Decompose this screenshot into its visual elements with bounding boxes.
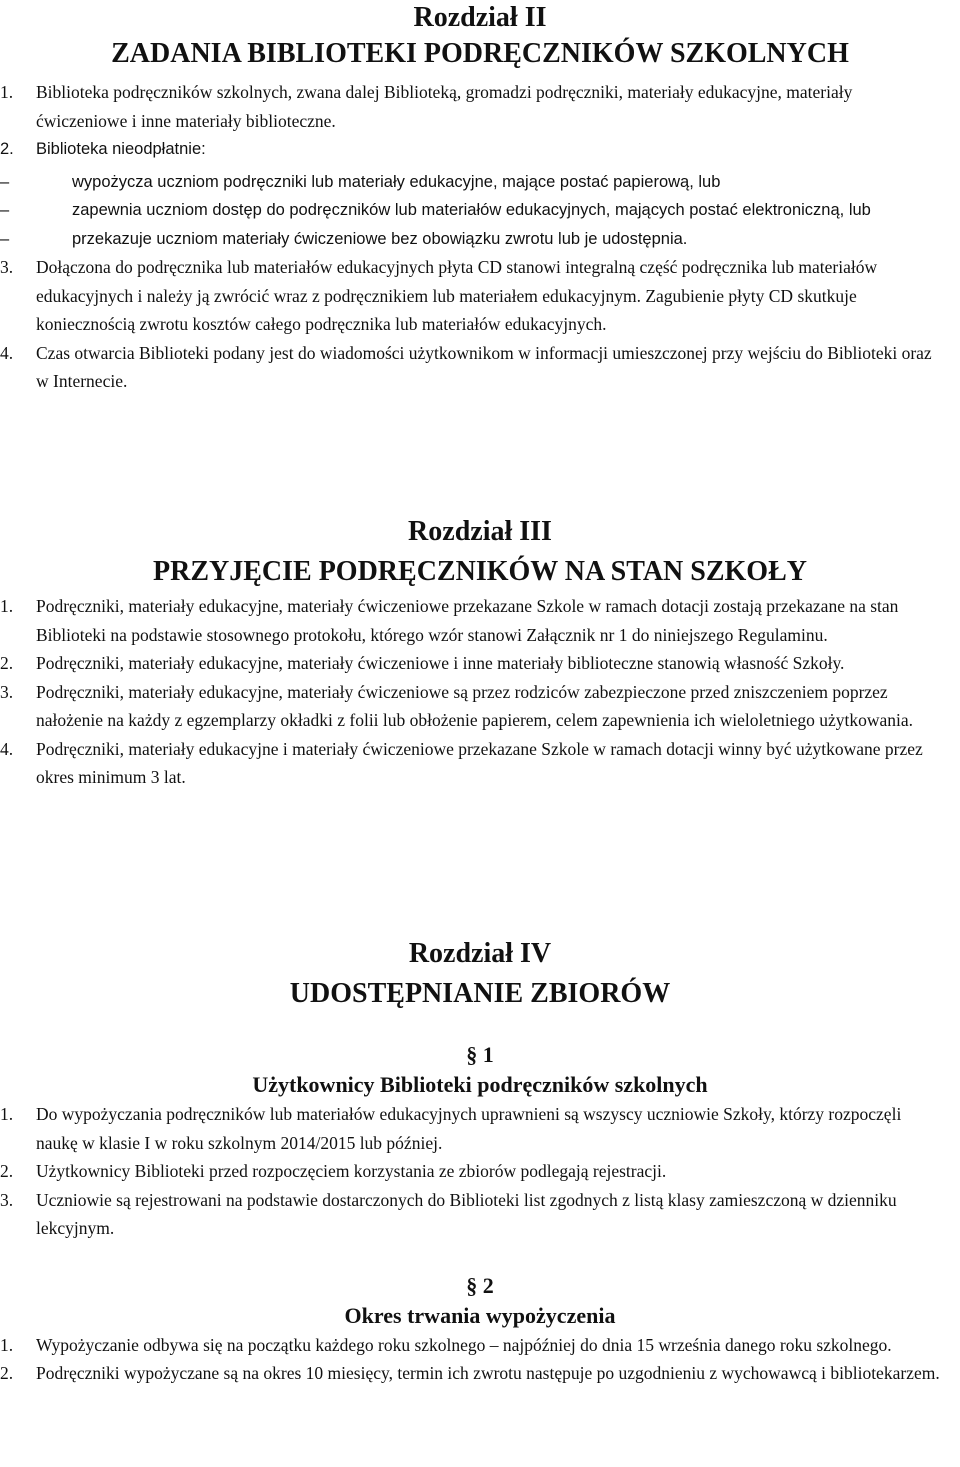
- item-number: 2.: [0, 1161, 14, 1181]
- item-text: Biblioteka podręczników szkolnych, zwana dalej Biblioteką, gromadzi podręczniki, materiały edukacyjne, materiały ćwiczeniowe i inne materiały biblioteczne.: [36, 82, 853, 131]
- list-item: [0, 253, 946, 339]
- item-text: Dołączona do podręcznika lub materiałów edukacyjnych płyta CD stanowi integralną część podręcznika lub materiałów edukacyjnych i należy ją zwrócić wraz z podręcznikiem lub materiałem edukacyjnym. Zagubienie płyty CD skutkuje koniecznością zwrotu kosztów całego podręcznika lub materiałów edukacyjnych.: [36, 257, 878, 334]
- bullet-text: zapewnia uczniom dostęp do podręczników lub materiałów edukacyjnych, mających postać elektroniczną, lub: [72, 201, 871, 219]
- bullet-item: [0, 196, 946, 225]
- dash-marker: –: [0, 172, 10, 191]
- chapter-subtitle: PRZYJĘCIE PODRĘCZNIKÓW NA STAN SZKOŁY: [153, 556, 807, 587]
- list-item: [0, 649, 946, 678]
- item-number: 2.: [0, 140, 14, 158]
- item-number: 4.: [0, 342, 14, 363]
- dash-marker: –: [0, 229, 10, 248]
- chapter-subtitle: ZADANIA BIBLIOTEKI PODRĘCZNIKÓW SZKOLNYCH: [111, 38, 849, 69]
- section-title: Okres trwania wypożyczenia: [344, 1302, 616, 1328]
- bullet-text: wypożycza uczniom podręczniki lub materiały edukacyjne, mające postać papierową, lub: [72, 172, 721, 191]
- item-number: 1.: [0, 1104, 14, 1124]
- section-title: Użytkownicy Biblioteki podręczników szkolnych: [252, 1072, 708, 1097]
- item-number: 1.: [0, 1334, 14, 1355]
- item-text: Czas otwarcia Biblioteki podany jest do wiadomości użytkownikom w informacji umieszczonej przy wejściu do Biblioteki oraz w Internecie.: [36, 342, 932, 391]
- chapter-2: [0, 0, 960, 396]
- section-number: § 2: [466, 1272, 494, 1298]
- list-item: [0, 339, 946, 396]
- list-item: [0, 1331, 946, 1360]
- chapter-subtitle: UDOSTĘPNIANIE ZBIORÓW: [289, 978, 671, 1009]
- item-number: 1.: [0, 596, 14, 616]
- item-number: 1.: [0, 82, 14, 102]
- dash-marker: –: [0, 201, 10, 219]
- item-text: Podręczniki wypożyczane są na okres 10 miesięcy, termin ich zwrotu następuje po uzgodnieniu z wychowawcą i bibliotekarzem.: [36, 1363, 940, 1383]
- chapter-title: Rozdział III: [408, 516, 552, 547]
- chapter-3: [0, 512, 960, 792]
- bullet-item: [0, 225, 946, 254]
- list-item: [0, 592, 946, 649]
- item-number: 3.: [0, 1189, 14, 1210]
- item-number: 2.: [0, 1363, 14, 1383]
- chapter-title: Rozdział II: [413, 2, 547, 33]
- item-text: Podręczniki, materiały edukacyjne, materiały ćwiczeniowe są przez rodziców zabezpieczone przed zniszczeniem poprzez nałożenie na każdy z egzemplarzy okładki z folii lub obłożenie papierem, celem zapewnienia ich wieloletniego użytkowania.: [36, 681, 914, 730]
- list-item: [0, 1157, 946, 1186]
- item-text: Podręczniki, materiały edukacyjne, materiały ćwiczeniowe przekazane Szkole w ramach dotacji zostają przekazane na stan Biblioteki na podstawie stosownego protokołu, którego wzór stanowi Załącznik nr 1 do niniejszego Regulaminu.: [36, 596, 899, 645]
- list-item: [0, 735, 946, 792]
- item-text: Podręczniki, materiały edukacyjne i materiały ćwiczeniowe przekazane Szkole w ramach dotacji winny być użytkowane przez okres minimum 3 lat.: [36, 738, 923, 787]
- chapter-4: [0, 934, 960, 1388]
- item-text: Uczniowie są rejestrowani na podstawie dostarczonych do Biblioteki list zgodnych z listą klasy zamieszczoną w dzienniku lekcyjnym.: [36, 1189, 897, 1238]
- list-item: [0, 1359, 946, 1388]
- item-number: 3.: [0, 257, 14, 277]
- chapter-title: Rozdział IV: [408, 938, 552, 969]
- item-text: Użytkownicy Biblioteki przed rozpoczęciem korzystania ze zbiorów podlegają rejestracji.: [36, 1161, 667, 1181]
- bullet-item: [0, 168, 946, 197]
- list-item: [0, 135, 946, 164]
- item-text: Do wypożyczania podręczników lub materiałów edukacyjnych uprawnieni są wszyscy uczniowie Szkoły, którzy rozpoczęli naukę w klasie I w roku szkolnym 2014/2015 lub później.: [36, 1104, 902, 1153]
- list-item: [0, 1100, 946, 1157]
- item-text: Biblioteka nieodpłatnie:: [36, 140, 206, 158]
- list-item: [0, 678, 946, 735]
- list-item: [0, 1186, 946, 1243]
- item-number: 4.: [0, 738, 14, 759]
- list-item: [0, 78, 946, 135]
- item-text: Podręczniki, materiały edukacyjne, materiały ćwiczeniowe i inne materiały biblioteczne stanowią własność Szkoły.: [36, 653, 845, 673]
- item-number: 2.: [0, 653, 14, 673]
- bullet-text: przekazuje uczniom materiały ćwiczeniowe bez obowiązku zwrotu lub je udostępnia.: [72, 229, 688, 248]
- section-number: § 1: [466, 1042, 494, 1067]
- item-text: Wypożyczanie odbywa się na początku każdego roku szkolnego – najpóźniej do dnia 15 września danego roku szkolnego.: [36, 1334, 892, 1355]
- item-number: 3.: [0, 681, 14, 702]
